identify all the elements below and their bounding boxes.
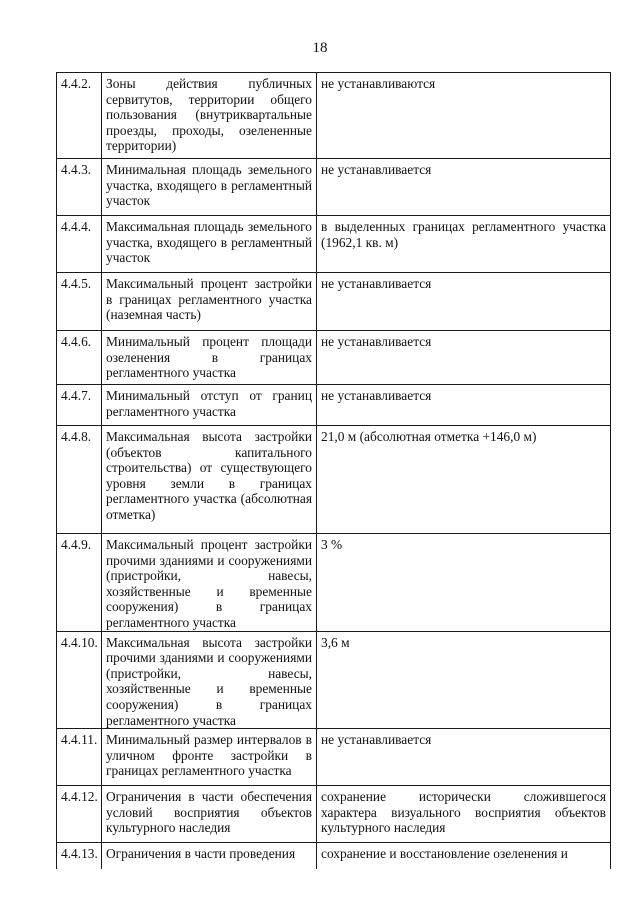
parameter-cell: Максимальный процент застройки прочими зданиями и сооружениями (пристройки, навесы, хозяйственные и временные сооружения) в границах регламентного участка	[102, 534, 317, 632]
value-cell: не устанавливаются	[317, 73, 611, 159]
row-number: 4.4.12.	[57, 786, 102, 843]
row-number: 4.4.6.	[57, 331, 102, 385]
value-cell: сохранение и восстановление озеленения и	[317, 843, 611, 869]
row-number: 4.4.2.	[57, 73, 102, 159]
value-cell: 3 %	[317, 534, 611, 632]
value-cell: не устанавливается	[317, 729, 611, 786]
parameter-cell: Максимальная площадь земельного участка, входящего в регламентный участок	[102, 216, 317, 273]
parameter-cell: Ограничения в части обеспечения условий восприятия объектов культурного наследия	[102, 786, 317, 843]
parameter-cell: Ограничения в части проведения	[102, 843, 317, 869]
parameter-cell: Минимальный отступ от границ регламентного участка	[102, 385, 317, 426]
table-row	[57, 843, 611, 869]
table-row	[57, 729, 611, 786]
regulations-table	[56, 72, 611, 869]
row-number: 4.4.11.	[57, 729, 102, 786]
row-number: 4.4.13.	[57, 843, 102, 869]
value-cell: сохранение исторически сложившегося характера визуального восприятия объектов культурного наследия	[317, 786, 611, 843]
parameter-cell: Минимальный размер интервалов в уличном фронте застройки в границах регламентного участка	[102, 729, 317, 786]
value-cell: не устанавливается	[317, 331, 611, 385]
table-row	[57, 631, 611, 729]
table-row	[57, 216, 611, 273]
table-row	[57, 273, 611, 331]
table-row	[57, 159, 611, 216]
table-row	[57, 385, 611, 426]
row-number: 4.4.3.	[57, 159, 102, 216]
value-cell: не устанавливается	[317, 159, 611, 216]
value-cell: не устанавливается	[317, 273, 611, 331]
value-cell: не устанавливается	[317, 385, 611, 426]
row-number: 4.4.4.	[57, 216, 102, 273]
parameter-cell: Максимальная высота застройки (объектов капитального строительства) от существующего уровня земли в границах регламентного участка (абсолютная отметка)	[102, 426, 317, 534]
value-cell: 3,6 м	[317, 631, 611, 729]
page-number: 18	[312, 40, 328, 56]
table-row	[57, 331, 611, 385]
table-row	[57, 786, 611, 843]
parameter-cell: Минимальная площадь земельного участка, входящего в регламентный участок	[102, 159, 317, 216]
row-number: 4.4.5.	[57, 273, 102, 331]
value-cell: 21,0 м (абсолютная отметка +146,0 м)	[317, 426, 611, 534]
table-row	[57, 73, 611, 159]
row-number: 4.4.7.	[57, 385, 102, 426]
parameter-cell: Зоны действия публичных сервитутов, территории общего пользования (внутриквартальные проезды, проходы, озелененные территории)	[102, 73, 317, 159]
value-cell: в выделенных границах регламентного участка (1962,1 кв. м)	[317, 216, 611, 273]
row-number: 4.4.8.	[57, 426, 102, 534]
parameter-cell: Максимальная высота застройки прочими зданиями и сооружениями (пристройки, навесы, хозяйственные и временные сооружения) в границах регламентного участка	[102, 631, 317, 729]
row-number: 4.4.9.	[57, 534, 102, 632]
parameter-cell: Максимальный процент застройки в границах регламентного участка (наземная часть)	[102, 273, 317, 331]
table-row	[57, 426, 611, 534]
table-row	[57, 534, 611, 632]
parameter-cell: Минимальный процент площади озеленения в границах регламентного участка	[102, 331, 317, 385]
row-number: 4.4.10.	[57, 631, 102, 729]
